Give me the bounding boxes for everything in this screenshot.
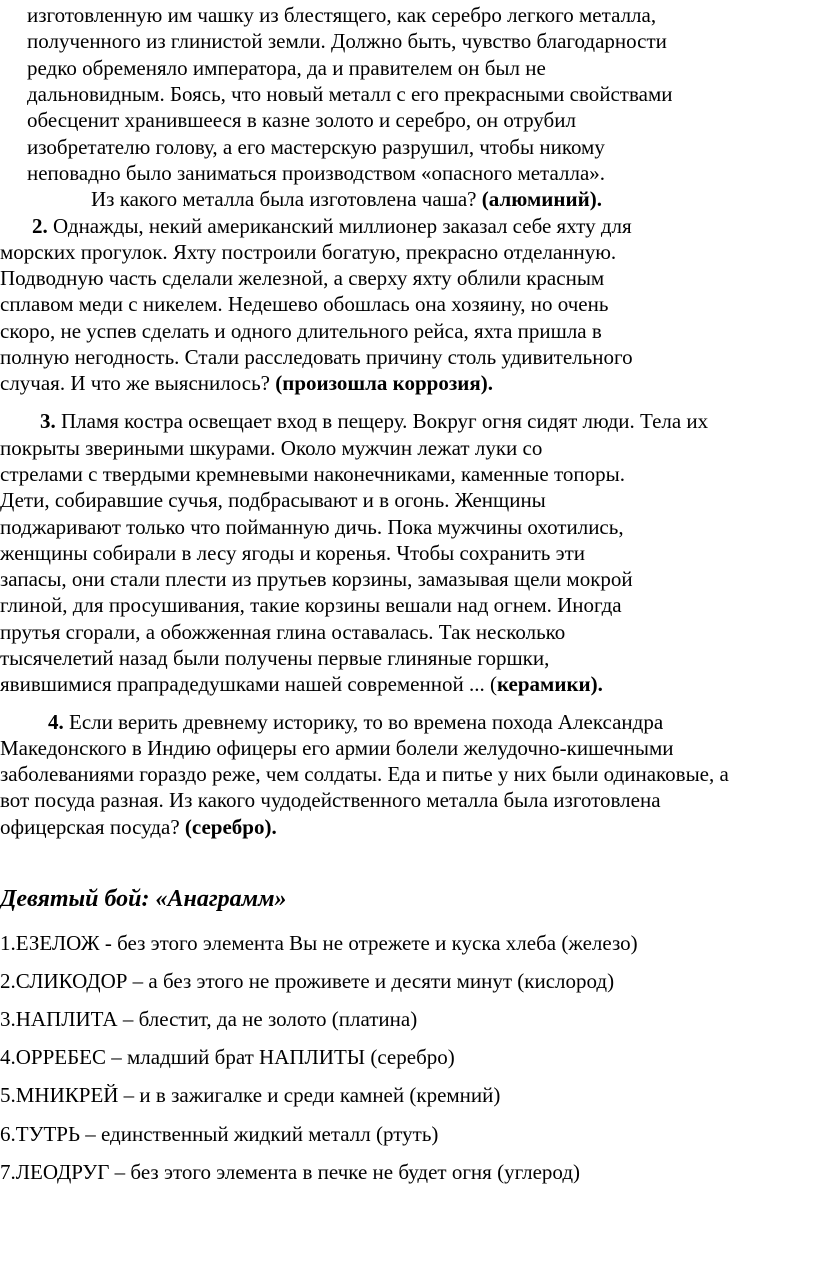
text-line: покрыты звериными шкурами. Около мужчин лежат луки со: [0, 436, 543, 460]
list-item: 6.ТУТРЬ – единственный жидкий металл (ртуть): [0, 1122, 439, 1146]
text-line: прутья сгорали, а обожженная глина оставалась. Так несколько: [0, 620, 566, 644]
text-line: скоро, не успев сделать и одного длительного рейса, яхта пришла в: [0, 319, 602, 343]
text-line: полученного из глинистой земли. Должно быть, чувство благодарности: [27, 29, 667, 53]
list-item: 1.ЕЗЕЛОЖ - без этого элемента Вы не отрежете и куска хлеба (железо): [0, 931, 638, 955]
text-line: женщины собирали в лесу ягоды и коренья. Чтобы сохранить эти: [0, 541, 586, 565]
question-line: [91, 186, 602, 212]
text-line: изобретателю голову, а его мастерскую разрушил, чтобы никому: [27, 135, 605, 159]
text-line: поджаривают только что пойманную дичь. Пока мужчины охотились,: [0, 515, 624, 539]
list-item: 5.МНИКРЕЙ – и в зажигалке и среди камней (кремний): [0, 1083, 501, 1107]
question-text: офицерская посуда?: [0, 815, 185, 839]
text-line: [0, 370, 493, 396]
question-text: Из какого металла была изготовлена чаша?: [91, 187, 482, 211]
text-line: изготовленную им чашку из блестящего, как серебро легкого металла,: [27, 3, 657, 27]
text-line: [40, 408, 708, 434]
section-heading: Девятый бой: «Анаграмм»: [0, 886, 287, 912]
text-line: сплавом меди с никелем. Недешево обошлась она хозяину, но очень: [0, 292, 609, 316]
text-line: заболеваниями гораздо реже, чем солдаты. Еда и питье у них были одинаковые, а: [0, 762, 729, 786]
text-line: Македонского в Индию офицеры его армии болели желудочно-кишечными: [0, 736, 674, 760]
list-item: 2.СЛИКОДОР – а без этого не проживете и десяти минут (кислород): [0, 969, 615, 993]
text-line: Подводную часть сделали железной, а сверху яхту облили красным: [0, 266, 605, 290]
list-item: 4.ОРРЕБЕС – младший брат НАПЛИТЫ (серебро): [0, 1045, 455, 1069]
text-line: стрелами с твердыми кремневыми наконечниками, каменные топоры.: [0, 462, 625, 486]
text-line: обесценит хранившееся в казне золото и серебро, он отрубил: [27, 108, 576, 132]
text-line: [0, 814, 277, 840]
question-number: 4.: [48, 710, 64, 734]
text-line: морских прогулок. Яхту построили богатую, прекрасно отделанную.: [0, 240, 617, 264]
text-line: [32, 213, 632, 239]
text-line: редко обременяло императора, да и правителем он был не: [27, 56, 546, 80]
question-text: явившимися прапрадедушками нашей современной ... (: [0, 672, 497, 696]
answer-text: (алюминий).: [481, 187, 602, 211]
answer-text: (произошла коррозия).: [275, 371, 494, 395]
list-item: 3.НАПЛИТА – блестит, да не золото (платина): [0, 1007, 418, 1031]
text-line: глиной, для просушивания, такие корзины вешали над огнем. Иногда: [0, 593, 622, 617]
question-number: 3.: [40, 409, 56, 433]
text-line: дальновидным. Боясь, что новый металл с его прекрасными свойствами: [27, 82, 673, 106]
text-line: вот посуда разная. Из какого чудодейственного металла была изготовлена: [0, 788, 661, 812]
text-line: запасы, они стали плести из прутьев корзины, замазывая щели мокрой: [0, 567, 633, 591]
text-line: неповадно было заниматься производством «опасного металла».: [27, 161, 606, 185]
text-line: Дети, собиравшие сучья, подбрасывают и в огонь. Женщины: [0, 488, 546, 512]
question-number: 2.: [32, 214, 48, 238]
question-text: Если верить древнему историку, то во времена похода Александра: [63, 710, 664, 734]
list-item: 7.ЛЕОДРУГ – без этого элемента в печке не будет огня (углерод): [0, 1160, 580, 1184]
text-line: [48, 709, 663, 735]
question-text: Пламя костра освещает вход в пещеру. Вокруг огня сидят люди. Тела их: [55, 409, 709, 433]
text-line: [0, 671, 603, 697]
answer-text: (серебро).: [184, 815, 277, 839]
text-line: тысячелетий назад были получены первые глиняные горшки,: [0, 646, 550, 670]
question-text: случая. И что же выяснилось?: [0, 371, 276, 395]
question-text: Однажды, некий американский миллионер заказал себе яхту для: [47, 214, 632, 238]
text-line: полную негодность. Стали расследовать причину столь удивительного: [0, 345, 633, 369]
answer-text: керамики).: [496, 672, 603, 696]
